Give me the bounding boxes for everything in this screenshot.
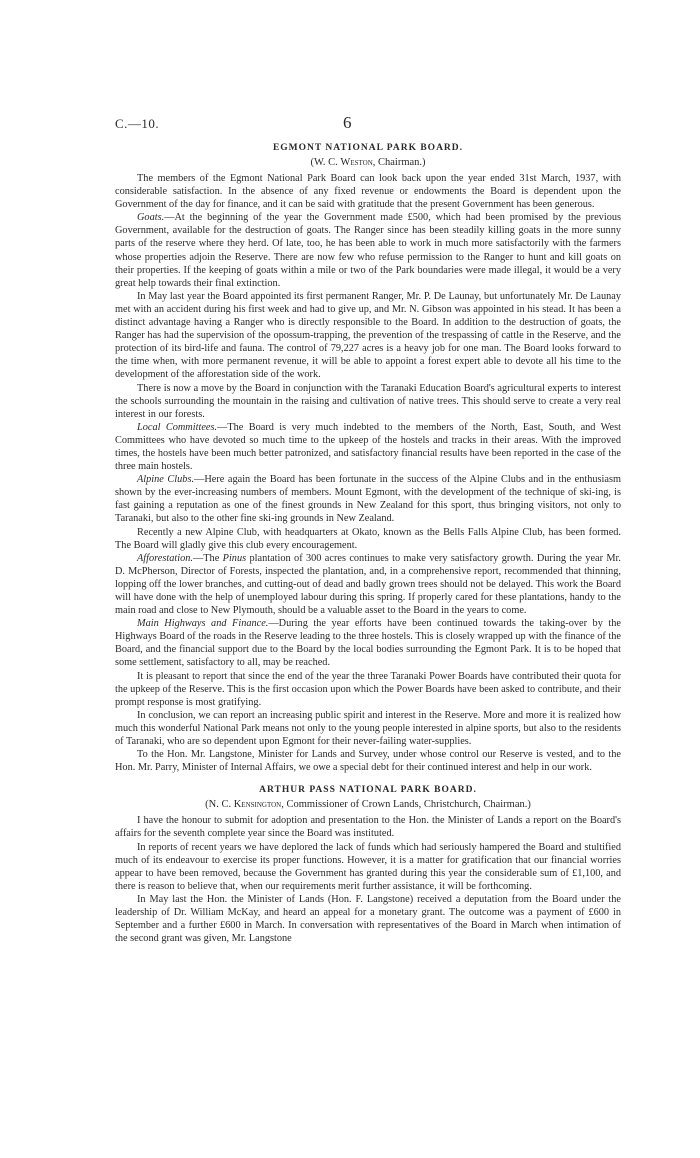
egmont-section-title: EGMONT NATIONAL PARK BOARD. <box>272 143 464 153</box>
pinus-term: Pinus <box>222 552 247 564</box>
arthur-pass-paragraph-deputation: In May last the Hon. the Minister of Lands (Hon. F. Langstone) received a deputation from the Board under the leadership of Dr. William McKay, and heard an appeal for a monetary grant. The outcome was a payment of £600 in September and a further £600 in March. In conversation with representatives of the Board in March when intimation of the second grant was given, Mr. Langstone <box>115 893 621 945</box>
page-number: 6 <box>343 113 352 132</box>
arthur-pass-chairman-open: (N. C. <box>205 799 234 811</box>
local-committees-heading: Local Committees. <box>137 421 218 433</box>
egmont-paragraph-conclusion: In conclusion, we can report an increasing public spirit and interest in the Reserve. More and more it is realized how much this wonderful National Park means not only to the young people interested in alpine sports, but also to the residents of Taranaki, who are so dependent upon Egmont for their never-failing water-supplies. <box>115 709 621 748</box>
arthur-pass-chairman-name: Kensington <box>233 799 282 811</box>
arthur-pass-paragraph-funds: In reports of recent years we have deplored the lack of funds which had seriously hampered the Board and stultified much of its endeavour to exercise its proper functions. However, it is a matter for gratification that our financial worries appear to have been removed, because the Government has granted during this year the considerable sum of £1,100, and there is reason to believe that, when our requirements merit further assistance, it will be forthcoming. <box>115 841 621 892</box>
afforestation-text-a: —The <box>192 552 223 564</box>
egmont-chairman-line <box>115 156 621 170</box>
egmont-paragraph-new-club: Recently a new Alpine Club, with headquarters at Okato, known as the Bells Falls Alpine Club, has been formed. The Board will gladly give this club every encouragement. <box>115 526 621 551</box>
egmont-chairman-open: (W. C. <box>310 157 341 168</box>
egmont-chairman-close: , Chairman.) <box>372 157 426 168</box>
arthur-pass-paragraph-intro: I have the honour to submit for adoption and presentation to the Hon. the Minister of Lands a report on the Board's affairs for the seventh complete year since the Board was instituted. <box>115 815 621 840</box>
goats-text: —At the beginning of the year the Government made £500, which had been promised by the previous Government, available for the destruction of goats. The Ranger since has been steadily killing goats in the more sunny parts of the reserve where they herd. Of late, too, he has been able to work in much more satisfactorily with the farmers whose properties adjoin the Reserve. There are now few who refuse permission to the Ranger to hunt and kill goats on their properties. If the keeping of goats within a mile or two of the Park boundaries were made illegal, it would be a very great help towards their final extinction. <box>115 212 621 289</box>
egmont-paragraph-committees <box>115 421 621 473</box>
alpine-clubs-heading: Alpine Clubs. <box>137 474 195 486</box>
goats-heading: Goats. <box>137 212 165 224</box>
egmont-paragraph-afforestation <box>115 552 621 617</box>
egmont-paragraph-ranger: In May last year the Board appointed its first permanent Ranger, Mr. P. De Launay, but unfortunately Mr. De Launay met with an accident during his first week and had to give up, and Mr. N. Gibson was appointed in his stead. It has been a distinct advantage having a Ranger who is directly responsible to the Board. In addition to the destruction of goats, the Ranger has had the supervision of the opossum-trapping, the prevention of the trespassing of cattle in the Reserve, and the protection of its bird-life and fauna. The control of 79,227 acres is a heavy job for one man. The Board looks forward to the time when, with more permanent revenue, it will be able to appoint a forest expert able to devote all his time to the development of the afforestation side of the work. <box>115 290 621 381</box>
egmont-paragraph-intro: The members of the Egmont National Park Board can look back upon the year ended 31st March, 1937, with considerable satisfaction. In the absence of any fixed revenue or endowments the Board is dependent upon the Government of the day for finance, and it can be said with gratitude that the present Government has been generous. <box>115 173 621 211</box>
highways-text: —During the year efforts have been continued towards the taking-over by the Highways Board of the roads in the Reserve leading to the three hostels. This is closely wrapped up with the finance of the Board, and the financial support due to the Board by the local bodies surrounding the Egmont Park. It is to be hoped that some settlement, satisfactory to all, may be reached. <box>115 618 621 669</box>
highways-heading: Main Highways and Finance. <box>137 618 269 630</box>
arthur-pass-chairman-line <box>115 798 621 812</box>
egmont-paragraph-power-boards: It is pleasant to report that since the end of the year the three Taranaki Power Boards have contributed their quota for the upkeep of the Reserve. This is the first occasion upon which the Power Boards have been asked to contribute, and their prompt response is most gratifying. <box>115 670 621 708</box>
egmont-paragraph-highways <box>115 617 621 669</box>
arthur-pass-section <box>115 784 621 945</box>
arthur-pass-section-title: ARTHUR PASS NATIONAL PARK BOARD. <box>259 785 477 796</box>
egmont-paragraph-goats <box>115 211 621 290</box>
egmont-paragraph-thanks: To the Hon. Mr. Langstone, Minister for Lands and Survey, under whose control our Reserve is vested, and to the Hon. Mr. Parry, Minister of Internal Affairs, we owe a special debt for their continued interest and help in our work. <box>115 749 621 774</box>
alpine-clubs-text: —Here again the Board has been fortunate in the success of the Alpine Clubs and in the enthusiasm shown by the ever-increasing numbers of members. Mount Egmont, with the development of the technique of ski-ing, is fast gaining a reputation as one of the finest grounds in New Zealand for this sport, thus bringing visitors, not only to Taranaki, but also to the other fine ski-ing grounds in New Zealand. <box>115 474 621 525</box>
document-reference: C.—10. <box>115 116 160 131</box>
local-committees-text: —The Board is very much indebted to the members of the North, East, South, and West Committees who have devoted so much time to the upkeep of the hostels and tracks in their areas. With the improved times, the hostels have been much better patronized, and satisfactory financial results have been reported in the case of the three main hostels. <box>115 421 621 473</box>
body-text <box>115 140 621 945</box>
arthur-pass-chairman-close: , Commissioner of Crown Lands, Christchurch, Chairman.) <box>281 799 531 811</box>
egmont-chairman-name: Weston <box>340 157 373 168</box>
egmont-paragraph-alpine <box>115 473 621 525</box>
afforestation-text-b: plantation of 300 acres continues to make very satisfactory growth. During the year Mr. D. McPherson, Director of Forests, inspected the plantation, and, in a comprehensive report, recommended that thinning, lopping off the lower branches, and cutting-out of dead and badly grown trees should not be delayed. This work the Board will have done with the help of unemployed labour during this spring. If properly cared for these plantations, handy to the main road and close to New Plymouth, should be a valuable asset to the Board in the years to come. <box>115 552 621 617</box>
page-header <box>115 113 615 136</box>
egmont-paragraph-schools: There is now a move by the Board in conjunction with the Taranaki Education Board's agricultural experts to interest the schools surrounding the mountain in the raising and cultivation of native trees. This should serve to create a very real interest in our forests. <box>115 382 621 420</box>
egmont-section <box>115 142 621 774</box>
afforestation-heading: Afforestation. <box>137 552 193 564</box>
